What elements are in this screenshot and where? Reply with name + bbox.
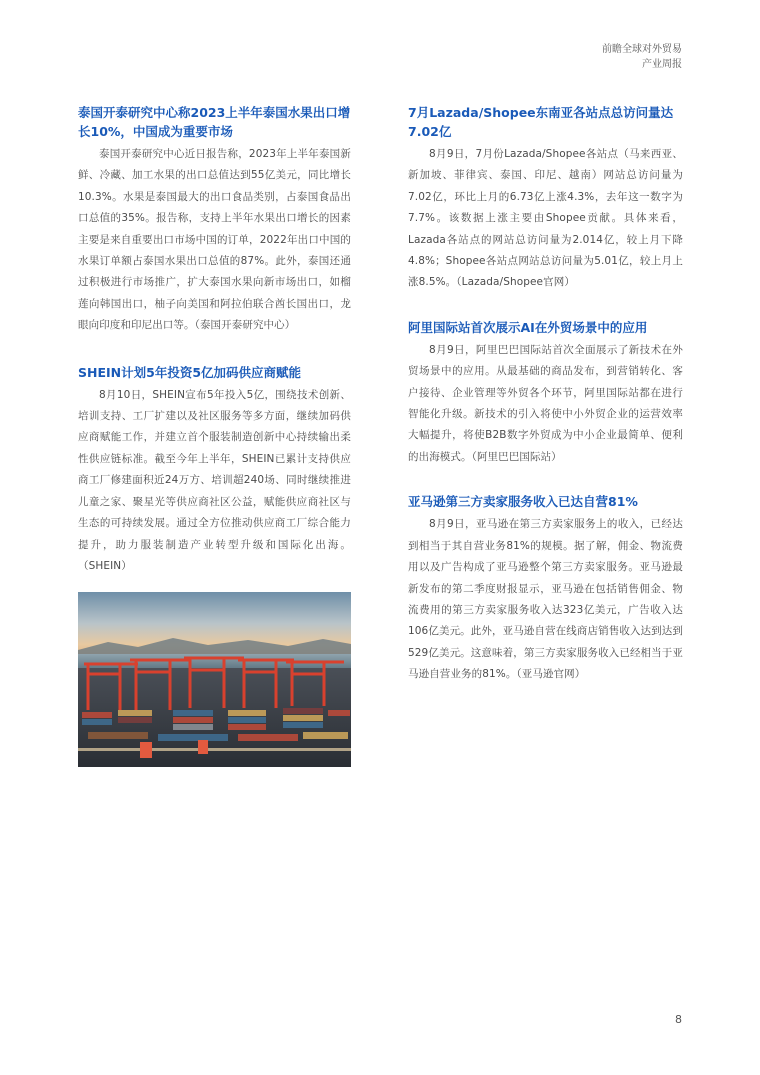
article-body: 8月9日，亚马逊在第三方卖家服务上的收入，已经达到相当于其自营业务81%的规模。据了解，佣金、物流费用以及广告构成了亚马逊整个第三方卖家服务。亚马逊最新发布的第二季度财报显示，亚马逊在包括销售佣金、物流费用的第三方卖家服务收入达323亿美元，广告收入达106亿美元。此外，亚马逊自营在线商店销售收入达到达到529亿美元。这意味着，第三方卖家服务收入已经相当于亚马逊自营业务的81%。（亚马逊官网） <box>408 518 683 681</box>
article-title: 7月Lazada/Shopee东南亚各站点总访问量达7.02亿 <box>408 105 674 139</box>
article-body: 8月10日，SHEIN宣布5年投入5亿，围绕技术创新、培训支持、工厂扩建以及社区服务等多方面，继续加码供应商赋能工作，并建立首个服装制造创新中心持续输出柔性供应链标准。截至今年上半年，SHEIN已累计支持供应商工厂修建面积近24万方、培训超240场、同时继续推进儿童之家、聚星光等供应商社区公益，赋能供应商社区与生态的可持续发展。通过全方位推动供应商工厂综合能力提升，助力服装制造产业转型升级和国际化出海。（SHEIN） <box>78 388 351 572</box>
article-body: 泰国开泰研究中心近日报告称，2023年上半年泰国新鲜、冷藏、加工水果的出口总值达到55亿美元，同比增长10.3%。水果是泰国最大的出口食品类别，占泰国食品出口总值的35%。报告称，支持上半年水果出口增长的因素主要是来自重要出口市场中国的订单，2022年出口中国的水果订单额占泰国水果出口总值的87%。此外，泰国还通过积极进行市场推广，扩大泰国水果向新市场出口，如榴莲向韩国出口，柚子向美国和阿拉伯联合酋长国出口，龙眼向印度和印尼出口等。（泰国开泰研究中心） <box>78 148 351 332</box>
article-title: SHEIN计划5年投资5亿加码供应商赋能 <box>78 364 302 380</box>
port-container-photo <box>78 592 351 767</box>
article-shein-investment <box>78 363 351 578</box>
header-report-type: 产业周报 <box>642 59 682 70</box>
page-number: 8 <box>675 1013 682 1026</box>
article-title: 阿里国际站首次展示AI在外贸场景中的应用 <box>408 319 648 335</box>
article-lazada-shopee <box>408 103 683 294</box>
header-report-name: 前瞻全球对外贸易 <box>602 44 682 55</box>
right-column <box>408 103 683 686</box>
article-title: 泰国开泰研究中心称2023上半年泰国水果出口增长10%，中国成为重要市场 <box>78 105 351 139</box>
article-body: 8月9日，阿里巴巴国际站首次全面展示了新技术在外贸场景中的应用。从最基础的商品发布，到营销转化、客户接待、企业管理等外贸各个环节，阿里国际站都在进行智能化升级。新技术的引入将使中小外贸企业的运营效率大幅提升，将使B2B数字外贸成为中小企业最简单、便利的出海模式。（阿里巴巴国际站） <box>408 343 683 463</box>
article-body: 8月9日，7月份Lazada/Shopee各站点（马来西亚、新加坡、菲律宾、泰国、印尼、越南）网站总访问量为7.02亿，环比上月的6.73亿上涨4.3%，去年这一数字为7.7%。该数据上涨主要由Shopee贡献。具体来看，Lazada各站点的网站总访问量为2.014亿，较上月下降4.8%；Shopee各站点网站总访问量为5.01亿，较上月上涨8.5%。（Lazada/Shopee官网） <box>408 148 683 289</box>
page-header <box>602 42 682 72</box>
article-title: 亚马逊第三方卖家服务收入已达自营81% <box>408 494 638 510</box>
article-amazon-3p <box>408 492 683 685</box>
left-column <box>78 103 351 767</box>
article-thailand-fruit <box>78 103 351 337</box>
article-alibaba-ai <box>408 318 683 468</box>
